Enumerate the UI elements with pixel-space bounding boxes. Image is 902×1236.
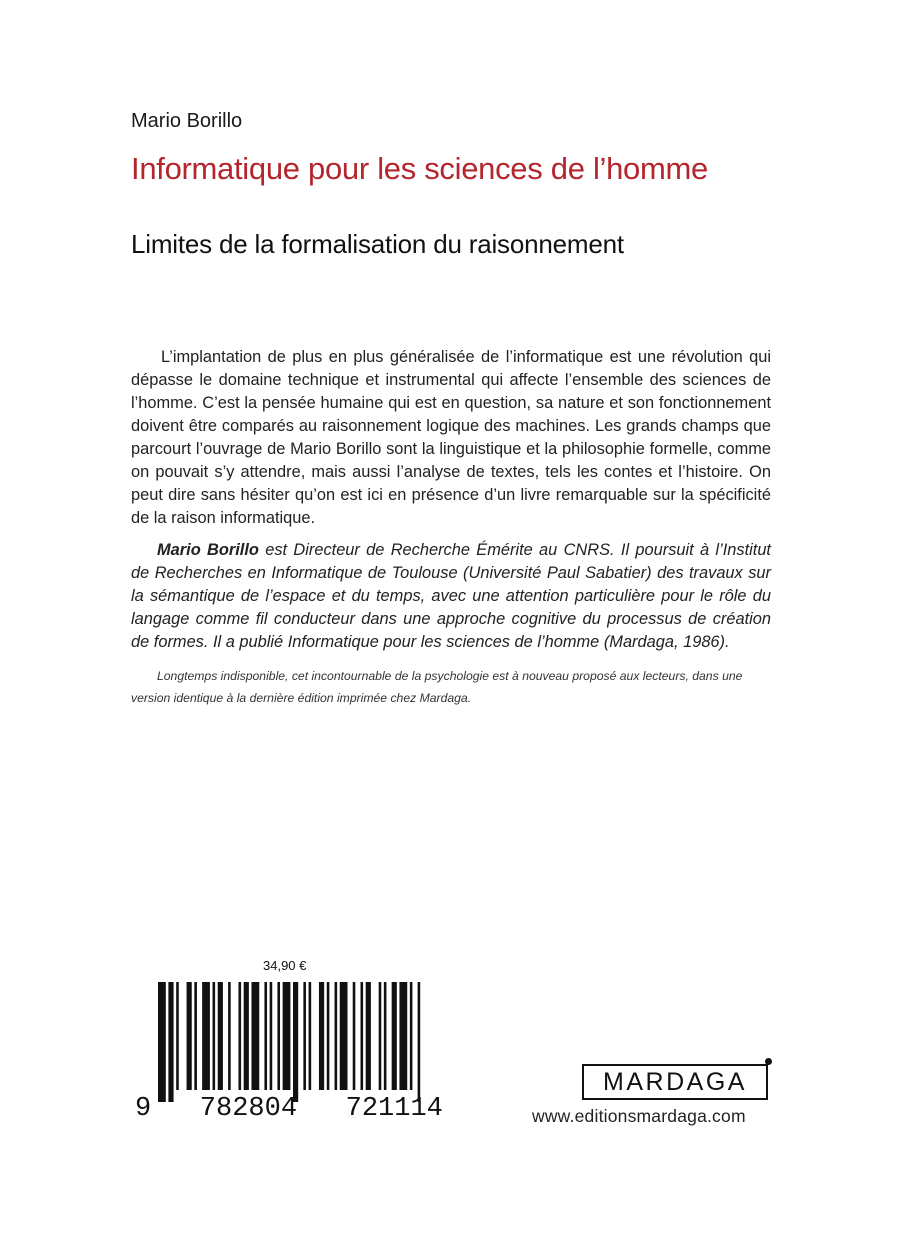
- barcode-bar: [293, 982, 298, 1102]
- barcode-bar: [228, 982, 231, 1090]
- barcode-bar: [353, 982, 356, 1090]
- isbn-digits: 9 782804 721114: [135, 1094, 443, 1124]
- barcode-bar: [340, 982, 348, 1090]
- barcode-bar: [168, 982, 173, 1102]
- author-bio: [131, 539, 771, 654]
- barcode-bar: [384, 982, 387, 1090]
- author-name: Mario Borillo: [131, 110, 243, 132]
- summary-paragraph: L’implantation de plus en plus généralisée de l’informatique est une révolution qui dépasse le domaine technique et instrumental qui affecte l’ensemble des sciences de l’homme. C’est la pensée humaine qui est en question, sa nature et son fonctionnement doivent être comparés au raisonnement logique des machines. Les grands champs que parcourt l’ouvrage de Mario Borillo sont la linguistique et la philosophie formelle, comme on pouvait s’y attendre, mais aussi l’analyse de textes, tels les contes et l’histoire. On peut dire sans hésiter qu’on est ici en présence d’un livre remarquable sur la spécificité de la raison informatique.: [131, 348, 771, 527]
- edition-note: Longtemps indisponible, cet incontournable de la psychologie est à nouveau proposé aux lecteurs, dans une version identique à la dernière édition imprimée chez Mardaga.: [131, 669, 743, 705]
- barcode-bar: [158, 982, 166, 1102]
- barcode-bar: [251, 982, 259, 1090]
- book-subtitle: Limites de la formalisation du raisonnement: [131, 229, 624, 259]
- barcode-bar: [361, 982, 364, 1090]
- barcode-bar: [244, 982, 249, 1090]
- bio-text: est Directeur de Recherche Émérite au CNRS. Il poursuit à l’Institut de Recherches en Informatique de Toulouse (Université Paul Sabatier) des travaux sur la sémantique de l’espace et du temps, avec une attention particulière pour le rôle du langage comme fil conducteur dans une approche cognitive du processus de création de formes. Il a publié Informatique pour les sciences de l’homme (Mardaga, 1986).: [131, 541, 771, 651]
- price-label: 34,90 €: [263, 958, 307, 973]
- publisher-website: www.editionsmardaga.com: [532, 1106, 746, 1126]
- logo-dot: [765, 1058, 772, 1065]
- barcode-bar: [399, 982, 407, 1090]
- barcode-bar: [335, 982, 338, 1090]
- barcode-bar: [392, 982, 397, 1090]
- barcode-bar: [309, 982, 312, 1090]
- barcode-bar: [283, 982, 291, 1090]
- barcode-bar: [366, 982, 371, 1090]
- barcode-bar: [238, 982, 241, 1090]
- barcode-bar: [379, 982, 382, 1090]
- bio-author-name: Mario Borillo: [157, 541, 259, 559]
- barcode-bar: [303, 982, 306, 1090]
- barcode-bar: [410, 982, 413, 1090]
- barcode-bar: [202, 982, 210, 1090]
- barcode-bar: [264, 982, 267, 1090]
- barcode-bar: [213, 982, 216, 1090]
- publisher-logo: MARDAGA: [582, 1064, 768, 1100]
- barcode-bar: [270, 982, 273, 1090]
- book-title: Informatique pour les sciences de l’homme: [131, 151, 708, 186]
- barcode-bar: [277, 982, 280, 1090]
- barcode-bar: [187, 982, 192, 1090]
- barcode-bar: [194, 982, 197, 1090]
- barcode-bar: [218, 982, 223, 1090]
- barcode-bar: [176, 982, 179, 1090]
- barcode-bar: [319, 982, 324, 1090]
- barcode-image: [158, 982, 428, 1102]
- barcode-bar: [327, 982, 330, 1090]
- barcode-bar: [418, 982, 421, 1102]
